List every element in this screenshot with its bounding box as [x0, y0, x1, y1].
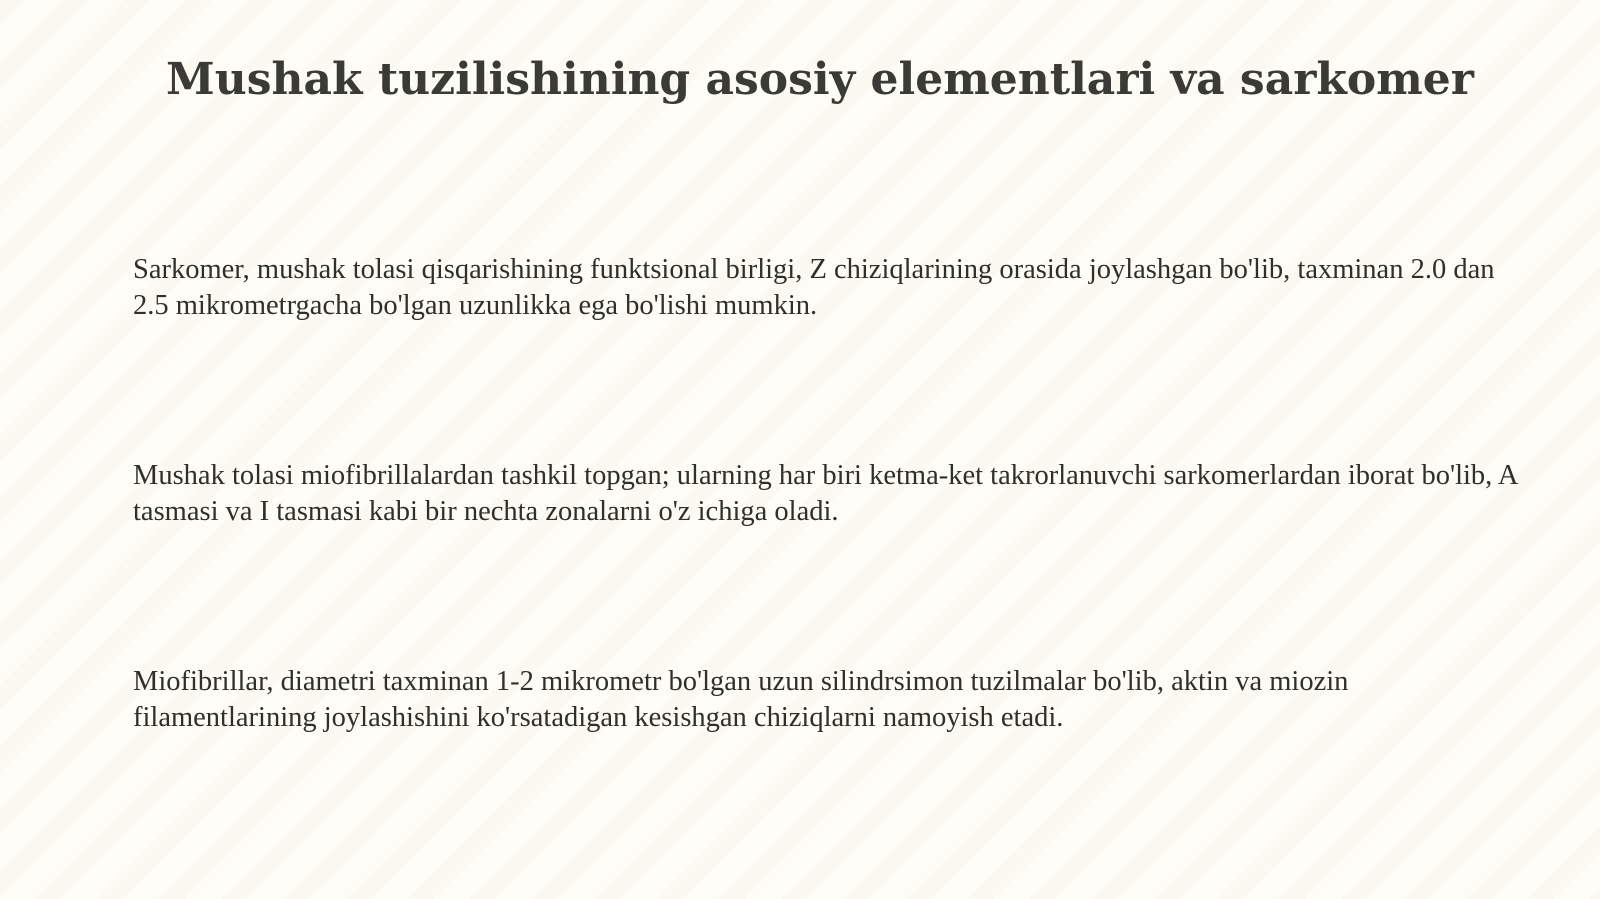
slide-title: Mushak tuzilishining asosiy elementlari va sarkomer: [166, 54, 1474, 105]
paragraph-sarcomere: Sarkomer, mushak tolasi qisqarishining funktsional birligi, Z chiziqlarining orasida joylashgan bo'lib, taxminan 2.0 dan 2.5 mikrometrgacha bo'lgan uzunlikka ega bo'lishi mumkin.: [133, 254, 1495, 321]
paragraph-myofibrils: Miofibrillar, diametri taxminan 1-2 mikrometr bo'lgan uzun silindrsimon tuzilmalar bo'lib, aktin va miozin filamentlarining joylashishini ko'rsatadigan kesishgan chiziqlarni namoyish etadi.: [133, 666, 1349, 733]
paragraph-muscle-fiber: Mushak tolasi miofibrillalardan tashkil topgan; ularning har biri ketma-ket takrorlanuvchi sarkomerlardan iborat bo'lib, A tasmasi va I tasmasi kabi bir nechta zonalarni o'z ichiga oladi.: [133, 460, 1517, 527]
